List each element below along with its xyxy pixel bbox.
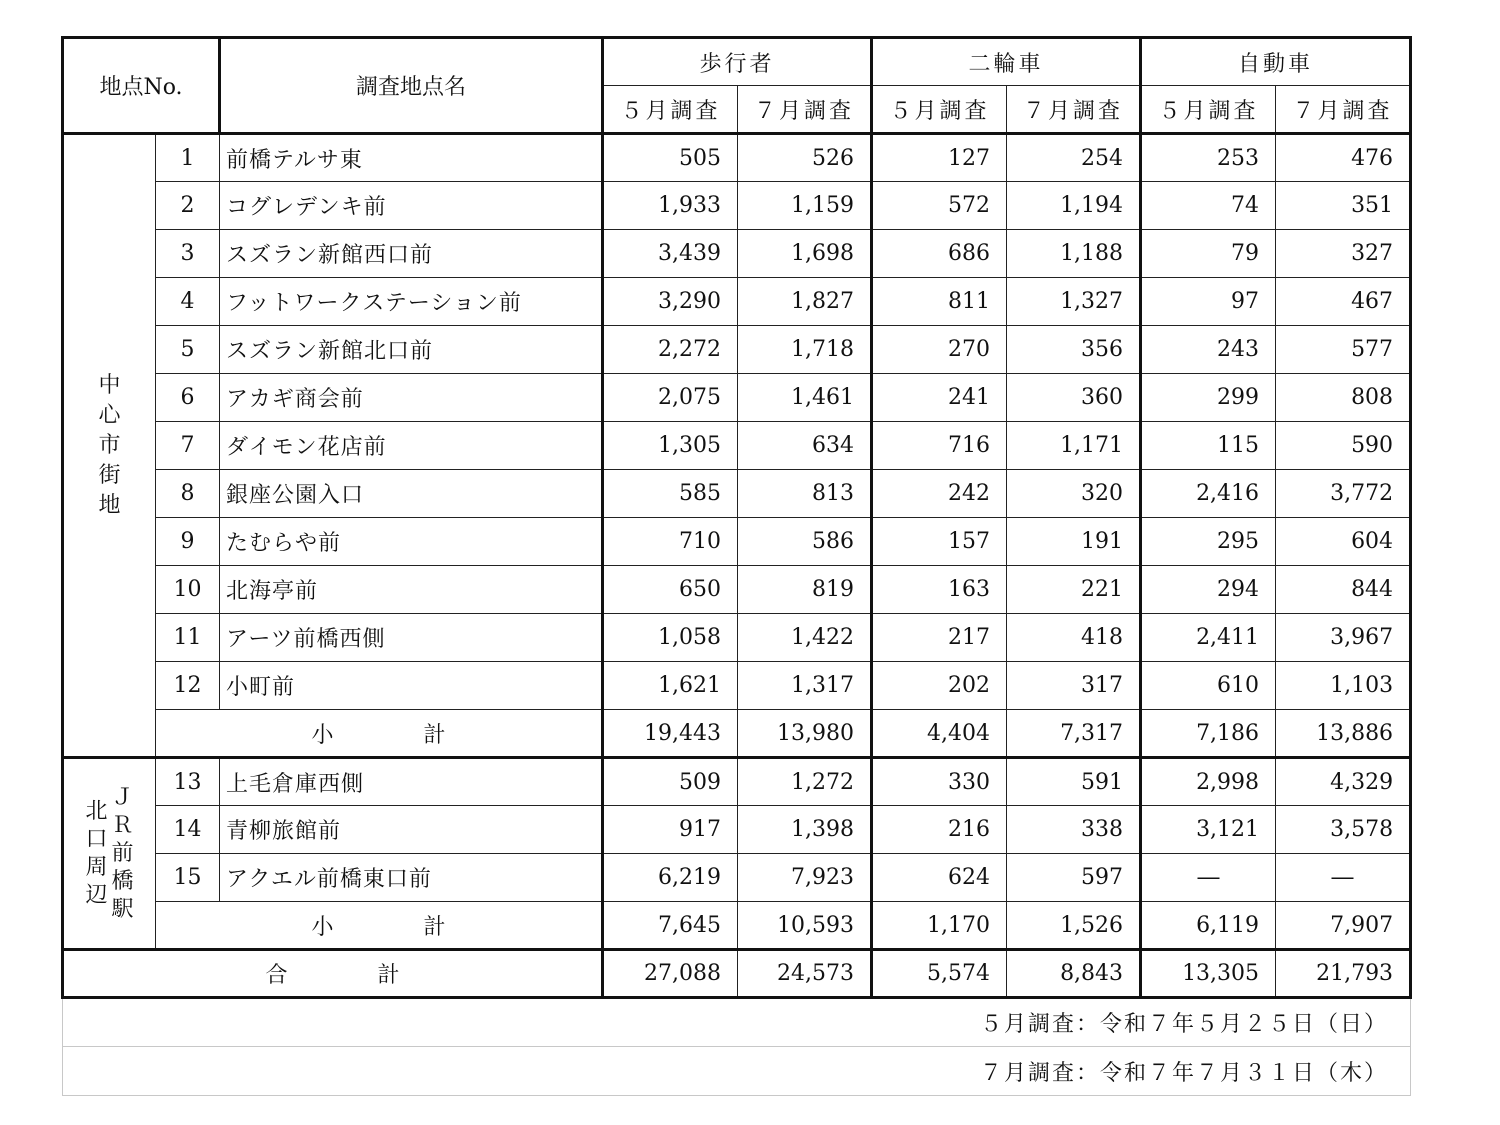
- location-name: 銀座公園入口: [220, 470, 603, 518]
- value-cell: 3,578: [1276, 806, 1411, 854]
- value-cell: 216: [872, 806, 1007, 854]
- value-cell: 808: [1276, 374, 1411, 422]
- area-label-char: 橋: [111, 868, 134, 894]
- value-cell: 2,411: [1141, 614, 1276, 662]
- car-july-header: ７月調査: [1276, 86, 1411, 134]
- subtotal-cell: 1,170: [872, 902, 1007, 950]
- value-cell: 242: [872, 470, 1007, 518]
- value-cell: 253: [1141, 134, 1276, 182]
- value-cell: 351: [1276, 182, 1411, 230]
- location-name: ダイモン花店前: [220, 422, 603, 470]
- area-label-char: 心: [98, 402, 121, 428]
- car-header: 自動車: [1141, 38, 1411, 86]
- total-cell: 5,574: [872, 950, 1007, 998]
- subtotal-cell: 7,317: [1007, 710, 1141, 758]
- area-label-central: [63, 134, 156, 758]
- value-cell: 1,933: [603, 182, 738, 230]
- value-cell: 3,967: [1276, 614, 1411, 662]
- value-cell: 710: [603, 518, 738, 566]
- may-survey-date-note: ５月調査：令和７年５月２５日（日）: [63, 998, 1411, 1047]
- total-cell: 24,573: [738, 950, 872, 998]
- value-cell: 202: [872, 662, 1007, 710]
- value-cell: 1,317: [738, 662, 872, 710]
- value-cell: 624: [872, 854, 1007, 902]
- table-row: [63, 854, 1411, 902]
- value-cell: 217: [872, 614, 1007, 662]
- value-cell: 467: [1276, 278, 1411, 326]
- two-wheeler-july-header: ７月調査: [1007, 86, 1141, 134]
- point-no: 1: [156, 134, 220, 182]
- total-label-b: 計: [377, 963, 400, 988]
- table-row: [63, 758, 1411, 806]
- value-cell: 1,159: [738, 182, 872, 230]
- value-cell: 7,923: [738, 854, 872, 902]
- value-cell: 294: [1141, 566, 1276, 614]
- value-cell: 115: [1141, 422, 1276, 470]
- location-name: 北海亭前: [220, 566, 603, 614]
- area-label-char: 市: [98, 432, 121, 458]
- value-cell: 476: [1276, 134, 1411, 182]
- subtotal-cell: 1,526: [1007, 902, 1141, 950]
- area-label-jr-station: [63, 758, 156, 950]
- subtotal-label: [156, 710, 603, 758]
- table-row: [63, 326, 1411, 374]
- point-no: 13: [156, 758, 220, 806]
- location-name-header: 調査地点名: [220, 38, 603, 134]
- two-wheeler-may-header: ５月調査: [872, 86, 1007, 134]
- value-cell: 3,290: [603, 278, 738, 326]
- two-wheeler-header: 二輪車: [872, 38, 1141, 86]
- point-no: 12: [156, 662, 220, 710]
- total-cell: 21,793: [1276, 950, 1411, 998]
- value-cell: 243: [1141, 326, 1276, 374]
- value-cell: 6,219: [603, 854, 738, 902]
- value-cell: 585: [603, 470, 738, 518]
- total-cell: 8,843: [1007, 950, 1141, 998]
- table-row: [63, 278, 1411, 326]
- subtotal-cell: 7,907: [1276, 902, 1411, 950]
- subtotal-cell: 6,119: [1141, 902, 1276, 950]
- value-cell: 338: [1007, 806, 1141, 854]
- area-label-col-jr: [110, 784, 136, 924]
- value-cell: 320: [1007, 470, 1141, 518]
- area-label-char: 中: [98, 372, 121, 398]
- value-cell: 4,329: [1276, 758, 1411, 806]
- value-cell: 1,058: [603, 614, 738, 662]
- area-label-central-col: [97, 371, 123, 521]
- value-cell: 1,305: [603, 422, 738, 470]
- value-cell: 1,398: [738, 806, 872, 854]
- value-cell: 1,171: [1007, 422, 1141, 470]
- subtotal-cell: 7,186: [1141, 710, 1276, 758]
- value-cell: 813: [738, 470, 872, 518]
- value-cell: 1,422: [738, 614, 872, 662]
- subtotal-cell: 7,645: [603, 902, 738, 950]
- value-cell: 1,698: [738, 230, 872, 278]
- value-cell: 526: [738, 134, 872, 182]
- value-cell: 299: [1141, 374, 1276, 422]
- area-label-char: 街: [98, 462, 121, 488]
- location-name: アーツ前橋西側: [220, 614, 603, 662]
- value-cell: 327: [1276, 230, 1411, 278]
- point-no: 11: [156, 614, 220, 662]
- value-cell: 650: [603, 566, 738, 614]
- point-no-header: 地点No.: [63, 38, 220, 134]
- location-name: たむらや前: [220, 518, 603, 566]
- table-row: [63, 182, 1411, 230]
- value-cell: 295: [1141, 518, 1276, 566]
- value-cell: 819: [738, 566, 872, 614]
- value-cell: 74: [1141, 182, 1276, 230]
- point-no: 4: [156, 278, 220, 326]
- value-cell: 1,188: [1007, 230, 1141, 278]
- point-no: 2: [156, 182, 220, 230]
- subtotal-label: [156, 902, 603, 950]
- table-row: [63, 422, 1411, 470]
- table-row: [63, 662, 1411, 710]
- car-may-header: ５月調査: [1141, 86, 1276, 134]
- value-cell: 3,121: [1141, 806, 1276, 854]
- value-cell: 97: [1141, 278, 1276, 326]
- value-cell: 317: [1007, 662, 1141, 710]
- table-row: [63, 374, 1411, 422]
- value-cell: 917: [603, 806, 738, 854]
- table-row: [63, 230, 1411, 278]
- value-cell: 3,772: [1276, 470, 1411, 518]
- value-cell: 2,075: [603, 374, 738, 422]
- total-label-a: 合: [265, 963, 288, 988]
- pedestrian-may-header: ５月調査: [603, 86, 738, 134]
- value-cell: 330: [872, 758, 1007, 806]
- subtotal-label-a: 小: [311, 914, 334, 940]
- area-label-char: 口: [85, 826, 108, 852]
- point-no: 9: [156, 518, 220, 566]
- value-cell: 254: [1007, 134, 1141, 182]
- point-no: 6: [156, 374, 220, 422]
- value-cell-dash: ―: [1276, 854, 1411, 902]
- total-row: [63, 950, 1411, 998]
- value-cell: 2,998: [1141, 758, 1276, 806]
- area-label-char: 北: [85, 798, 108, 824]
- value-cell: 1,621: [603, 662, 738, 710]
- value-cell: 811: [872, 278, 1007, 326]
- location-name: 青柳旅館前: [220, 806, 603, 854]
- point-no: 7: [156, 422, 220, 470]
- area-label-col-north: [84, 798, 110, 910]
- july-survey-date-note: ７月調査：令和７年７月３１日（木）: [63, 1047, 1411, 1096]
- value-cell: 586: [738, 518, 872, 566]
- location-name: フットワークステーション前: [220, 278, 603, 326]
- area-label-char: 前: [111, 840, 134, 866]
- total-label: [63, 950, 603, 998]
- location-name: 上毛倉庫西側: [220, 758, 603, 806]
- value-cell: 1,718: [738, 326, 872, 374]
- value-cell: 844: [1276, 566, 1411, 614]
- area-label-char: 地: [98, 492, 121, 518]
- table-row: [63, 518, 1411, 566]
- point-no: 5: [156, 326, 220, 374]
- traffic-count-table: [61, 36, 1412, 1096]
- value-cell: 716: [872, 422, 1007, 470]
- value-cell: 1,827: [738, 278, 872, 326]
- value-cell: 634: [738, 422, 872, 470]
- value-cell: 127: [872, 134, 1007, 182]
- value-cell: 572: [872, 182, 1007, 230]
- location-name: アカギ商会前: [220, 374, 603, 422]
- point-no: 8: [156, 470, 220, 518]
- subtotal-label-a: 小: [311, 722, 334, 748]
- subtotal-label-b: 計: [423, 914, 446, 940]
- location-name: 小町前: [220, 662, 603, 710]
- traffic-survey-sheet: [61, 36, 1412, 1096]
- value-cell: 418: [1007, 614, 1141, 662]
- value-cell: 241: [872, 374, 1007, 422]
- value-cell: 597: [1007, 854, 1141, 902]
- value-cell: 577: [1276, 326, 1411, 374]
- value-cell: 610: [1141, 662, 1276, 710]
- point-no: 10: [156, 566, 220, 614]
- location-name: スズラン新館西口前: [220, 230, 603, 278]
- table-row: [63, 470, 1411, 518]
- value-cell: 221: [1007, 566, 1141, 614]
- value-cell: 1,272: [738, 758, 872, 806]
- location-name: アクエル前橋東口前: [220, 854, 603, 902]
- point-no: 15: [156, 854, 220, 902]
- area-label-char: Ｊ: [111, 784, 134, 810]
- value-cell: 509: [603, 758, 738, 806]
- location-name: 前橋テルサ東: [220, 134, 603, 182]
- point-no: 14: [156, 806, 220, 854]
- subtotal-cell: 13,980: [738, 710, 872, 758]
- area-label-char: Ｒ: [111, 812, 134, 838]
- value-cell: 163: [872, 566, 1007, 614]
- subtotal-row: [63, 710, 1411, 758]
- value-cell: 604: [1276, 518, 1411, 566]
- note-row: [63, 1047, 1411, 1096]
- value-cell: 360: [1007, 374, 1141, 422]
- value-cell: 1,194: [1007, 182, 1141, 230]
- subtotal-row: [63, 902, 1411, 950]
- table-row: [63, 614, 1411, 662]
- value-cell: 157: [872, 518, 1007, 566]
- table-row: [63, 806, 1411, 854]
- value-cell: 1,103: [1276, 662, 1411, 710]
- subtotal-label-b: 計: [423, 722, 446, 748]
- area-label-char: 辺: [85, 882, 108, 908]
- value-cell: 686: [872, 230, 1007, 278]
- value-cell: 356: [1007, 326, 1141, 374]
- value-cell: 191: [1007, 518, 1141, 566]
- value-cell: 2,416: [1141, 470, 1276, 518]
- pedestrian-july-header: ７月調査: [738, 86, 872, 134]
- location-name: コグレデンキ前: [220, 182, 603, 230]
- subtotal-cell: 13,886: [1276, 710, 1411, 758]
- value-cell: 3,439: [603, 230, 738, 278]
- value-cell: 79: [1141, 230, 1276, 278]
- location-name: スズラン新館北口前: [220, 326, 603, 374]
- total-cell: 13,305: [1141, 950, 1276, 998]
- value-cell-dash: ―: [1141, 854, 1276, 902]
- area-label-char: 駅: [111, 896, 134, 922]
- area-label-char: 周: [85, 854, 108, 880]
- value-cell: 590: [1276, 422, 1411, 470]
- note-row: [63, 998, 1411, 1047]
- subtotal-cell: 10,593: [738, 902, 872, 950]
- total-cell: 27,088: [603, 950, 738, 998]
- value-cell: 1,461: [738, 374, 872, 422]
- table-row: [63, 134, 1411, 182]
- point-no: 3: [156, 230, 220, 278]
- value-cell: 1,327: [1007, 278, 1141, 326]
- subtotal-cell: 4,404: [872, 710, 1007, 758]
- table-row: [63, 566, 1411, 614]
- value-cell: 270: [872, 326, 1007, 374]
- value-cell: 505: [603, 134, 738, 182]
- subtotal-cell: 19,443: [603, 710, 738, 758]
- value-cell: 591: [1007, 758, 1141, 806]
- value-cell: 2,272: [603, 326, 738, 374]
- pedestrian-header: 歩行者: [603, 38, 872, 86]
